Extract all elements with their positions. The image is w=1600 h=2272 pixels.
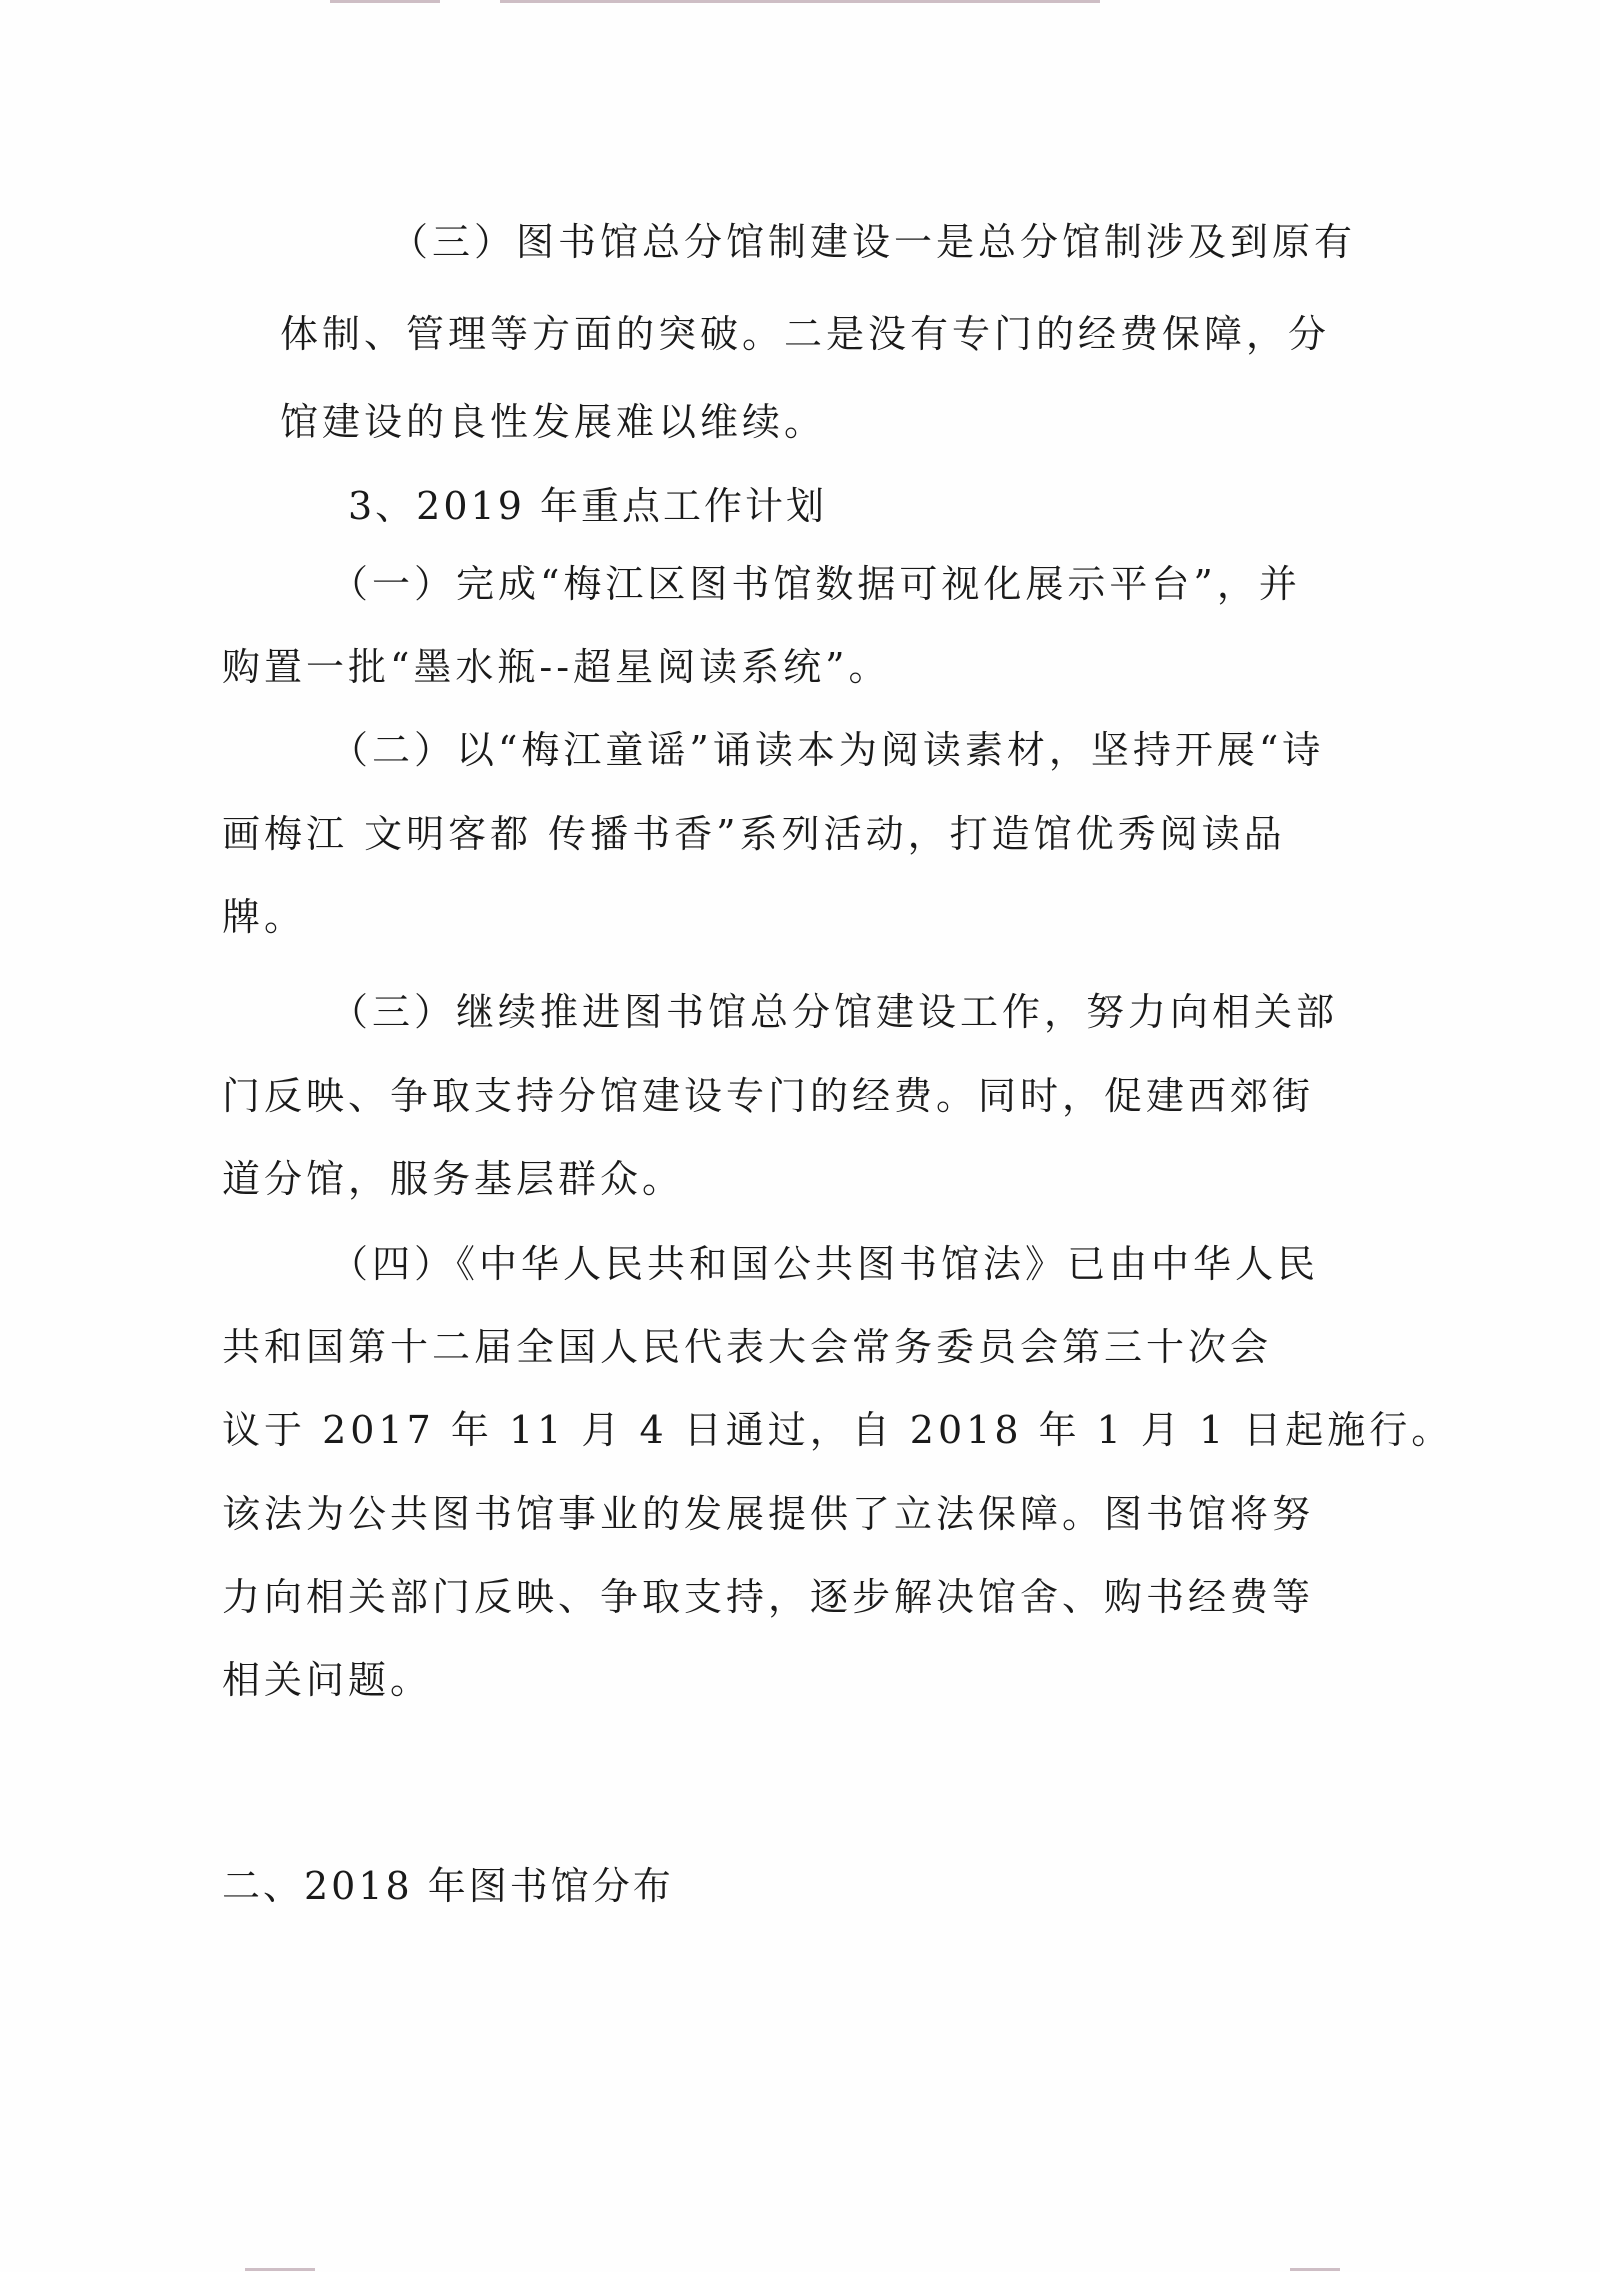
plan-heading: 3、2019 年重点工作计划 (348, 484, 827, 528)
paragraph-line: （二）以“梅江童谣”诵读本为阅读素材，坚持开展“诗 (330, 728, 1325, 772)
paragraph-line: （一）完成“梅江区图书馆数据可视化展示平台”，并 (330, 562, 1301, 606)
paragraph-line: 该法为公共图书馆事业的发展提供了立法保障。图书馆将努 (222, 1492, 1315, 1536)
paragraph-line: （三）图书馆总分馆制建设一是总分馆制涉及到原有 (390, 220, 1357, 264)
paragraph-line: 馆建设的良性发展难以维续。 (280, 400, 827, 444)
top-edge-mark-right (500, 0, 1100, 3)
paragraph-line: 议于 2017 年 11 月 4 日通过，自 2018 年 1 月 1 日起施行。 (222, 1408, 1454, 1452)
paragraph-line: 相关问题。 (222, 1658, 433, 1702)
paragraph-line: （三）继续推进图书馆总分馆建设工作，努力向相关部 (330, 990, 1339, 1034)
paragraph-line: 道分馆，服务基层群众。 (222, 1157, 685, 1201)
paragraph-line: 画梅江 文明客都 传播书香”系列活动，打造馆优秀阅读品 (222, 812, 1286, 856)
bottom-edge-mark-right (1290, 2268, 1340, 2271)
paragraph-line: （四）《中华人民共和国公共图书馆法》已由中华人民 (330, 1242, 1320, 1286)
paragraph-line: 牌。 (222, 895, 307, 939)
paragraph-line: 力向相关部门反映、争取支持，逐步解决馆舍、购书经费等 (222, 1575, 1315, 1619)
paragraph-line: 体制、管理等方面的突破。二是没有专门的经费保障，分 (280, 312, 1331, 356)
top-edge-mark-left (330, 0, 440, 3)
section-heading: 二、2018 年图书馆分布 (222, 1864, 674, 1908)
paragraph-line: 门反映、争取支持分馆建设专门的经费。同时，促建西郊街 (222, 1074, 1315, 1118)
paragraph-line: 购置一批“墨水瓶--超星阅读系统”。 (222, 645, 891, 689)
paragraph-line: 共和国第十二届全国人民代表大会常务委员会第三十次会 (222, 1325, 1273, 1369)
bottom-edge-mark-left (245, 2268, 315, 2271)
